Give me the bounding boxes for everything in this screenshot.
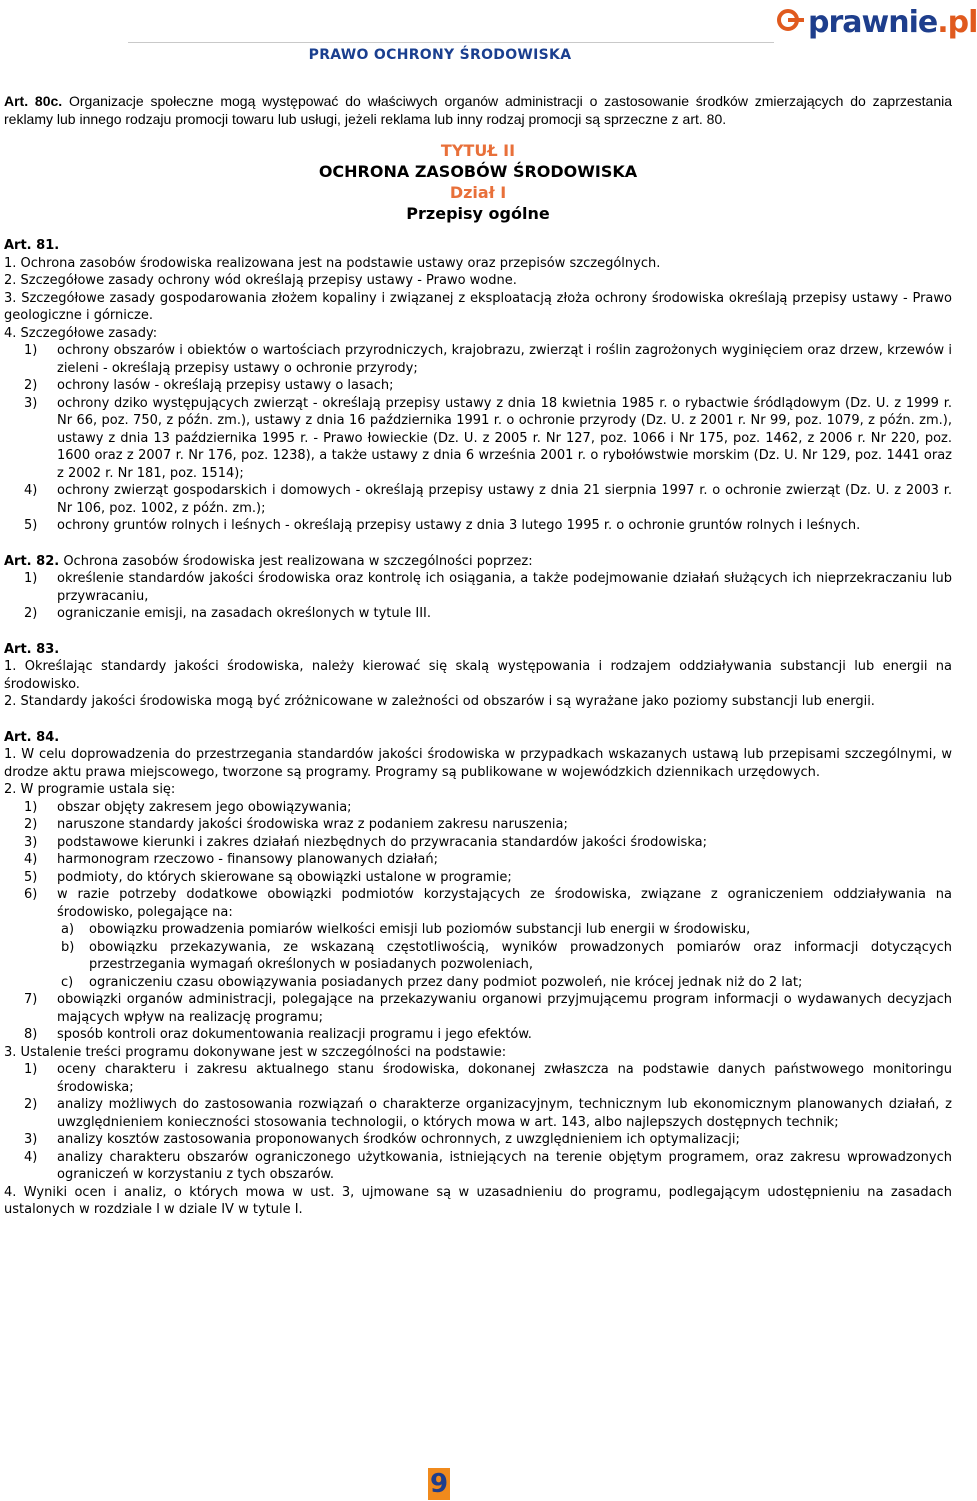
art-84-p1: 1. W celu doprowadzenia do przestrzegania standardów jakości środowiska w przypadkach wskazanych ustawą lub przepisami szczególnymi, w drodze aktu prawa miejscowego, tworzone są programy. Programy są publikowane w wojewódzkich dziennikach urzędowych. bbox=[4, 747, 952, 780]
list-item-text: naruszone standardy jakości środowiska wraz z podaniem zakresu naruszenia; bbox=[57, 817, 568, 832]
art-80c-text: Organizacje społeczne mogą występować do właściwych organów administracji o zastosowanie środków zmierzających do zaprzestania reklamy lub innego rodzaju promocji towaru lub usługi, jeżeli reklama lub inny rodzaj promocji są sprzeczne z art. 80. bbox=[4, 93, 953, 127]
header-divider bbox=[128, 42, 774, 43]
art-84-label: Art. 84. bbox=[4, 729, 60, 745]
sub-list-item-letter: b) bbox=[61, 939, 75, 955]
art-83-p2: 2. Standardy jakości środowiska mogą być zróżnicowane w zależności od obszarów i są wyrażane jako poziomy substancji lub energii. bbox=[4, 694, 875, 709]
sub-list-item-text: obowiązku przekazywania, ze wskazaną częstotliwością, wyników prowadzonych pomiarów oraz informacji dotyczących przestrzegania wymagań określonych w posiadanych pozwoleniach, bbox=[89, 939, 952, 972]
list-item-number: 4) bbox=[24, 483, 38, 498]
sub-list-item bbox=[4, 921, 952, 939]
list-item bbox=[4, 482, 952, 517]
art-84-p4: 4. Wyniki ocen i analiz, o których mowa w ust. 3, ujmowane są w uzasadnieniu do programu, podlegającym udostępnieniu na zasadach ustalonych w rozdziale I w dziale IV w tytule I. bbox=[4, 1184, 952, 1217]
list-item-number: 4) bbox=[24, 1149, 38, 1165]
sub-list-item-letter: c) bbox=[61, 974, 74, 990]
list-item-number: 5) bbox=[24, 869, 38, 885]
header-title: PRAWO OCHRONY ŚRODOWISKA bbox=[308, 47, 572, 63]
list-item-number: 8) bbox=[24, 1027, 38, 1042]
list-item bbox=[4, 1149, 952, 1184]
list-item bbox=[4, 851, 952, 869]
list-item-text: sposób kontroli oraz dokumentowania realizacji programu i jego efektów. bbox=[57, 1027, 532, 1042]
list-item-number: 2) bbox=[24, 1097, 38, 1112]
sub-list-item-text: obowiązku prowadzenia pomiarów wielkości emisji lub poziomów substancji lub energii w środowisku, bbox=[89, 922, 751, 937]
list-item bbox=[4, 395, 952, 483]
art-84-p3: 3. Ustalenie treści programu dokonywane jest w szczególności na podstawie: bbox=[4, 1044, 507, 1060]
sub-list-item-letter: a) bbox=[61, 922, 75, 937]
art-81-p3: 3. Szczegółowe zasady gospodarowania złożem kopaliny i związanej z eksploatacją złoża ochrony środowiska określają przepisy ustawy - Prawo geologiczne i górnicze. bbox=[4, 290, 952, 323]
list-item bbox=[4, 517, 952, 535]
art-80c bbox=[4, 92, 952, 128]
list-item-number: 2) bbox=[24, 606, 38, 621]
art-83-p1: 1. Określając standardy jakości środowiska, należy kierować się skalą występowania i rodzajem oddziaływania substancji lub energii na środowisko. bbox=[4, 659, 952, 692]
list-item-number: 7) bbox=[24, 992, 38, 1007]
list-item-number: 1) bbox=[24, 1062, 38, 1077]
list-item-text: podstawowe kierunki i zakres działań niezbędnych do przywracania standardów jakości środowiska; bbox=[57, 834, 707, 850]
logo-symbol-icon bbox=[776, 7, 806, 37]
list-item bbox=[4, 834, 952, 852]
document-body bbox=[4, 92, 952, 1219]
page-header bbox=[0, 0, 977, 75]
sub-list-item-text: ograniczeniu czasu obowiązywania posiadanych przez dany podmiot pozwoleń, nie krócej jednak niż do 2 lat; bbox=[89, 974, 803, 990]
dzial-subtitle: Przepisy ogólne bbox=[406, 204, 550, 223]
prawnie-logo bbox=[776, 2, 977, 42]
list-item-number: 2) bbox=[24, 378, 38, 393]
list-item-text: określenie standardów jakości środowiska oraz kontrolę ich osiągania, a także podejmowanie działań służących ich nieprzekraczaniu lub przywracaniu, bbox=[57, 571, 952, 604]
list-item-text: ograniczanie emisji, na zasadach określonych w tytule III. bbox=[57, 606, 432, 621]
list-item-text: podmioty, do których skierowane są obowiązki ustalone w programie; bbox=[57, 869, 512, 885]
logo-text bbox=[808, 5, 977, 40]
art-82-label: Art. 82. bbox=[4, 553, 60, 569]
tytul-name: OCHRONA ZASOBÓW ŚRODOWISKA bbox=[318, 162, 638, 181]
list-item-text: w razie potrzeby dodatkowe obowiązki podmiotów korzystających ze środowiska, związane z ograniczeniem oddziaływania na środowisko, polegające na: bbox=[57, 887, 952, 920]
art-81-p1: 1. Ochrona zasobów środowiska realizowana jest na podstawie ustawy oraz przepisów szczególnych. bbox=[4, 255, 661, 271]
list-item-number: 1) bbox=[24, 799, 38, 815]
list-item-text: analizy możliwych do zastosowania rozwiązań o charakterze organizacyjnym, technicznym lub ekonomicznym planowanych działań, z uwzględnieniem konieczności stosowania technologii, o których mowa w art. 143, albo najlepszych dostępnych technik; bbox=[57, 1097, 952, 1130]
dzial-heading: Dział I bbox=[449, 183, 507, 202]
list-item-number: 6) bbox=[24, 887, 38, 902]
list-item bbox=[4, 886, 952, 921]
art-81-label: Art. 81. bbox=[4, 238, 60, 253]
list-item-text: ochrony zwierząt gospodarskich i domowych - określają przepisy ustawy z dnia 21 sierpnia 1997 r. o ochronie zwierząt (Dz. U. z 2003 r. Nr 106, poz. 1002, z późn. zm.); bbox=[57, 483, 952, 516]
list-item-number: 1) bbox=[24, 571, 38, 586]
list-item-number: 4) bbox=[24, 852, 38, 867]
list-item-text: ochrony gruntów rolnych i leśnych - określają przepisy ustawy z dnia 3 lutego 1995 r. o ochronie gruntów rolnych i leśnych. bbox=[57, 518, 861, 533]
list-item-text: analizy kosztów zastosowania proponowanych środków ochronnych, z uwzględnieniem ich optymalizacji; bbox=[57, 1132, 740, 1147]
list-item-text: oceny charakteru i zakresu aktualnego stanu środowiska, dokonanej zwłaszcza na podstawie danych państwowego monitoringu środowiska; bbox=[57, 1062, 952, 1095]
list-item bbox=[4, 1026, 952, 1044]
logo-tld: .pl bbox=[937, 4, 977, 40]
list-item bbox=[4, 799, 952, 817]
list-item-number: 3) bbox=[24, 1132, 38, 1147]
art-84-p2: 2. W programie ustala się: bbox=[4, 782, 176, 797]
list-item-number: 2) bbox=[24, 817, 38, 832]
art-83-label: Art. 83. bbox=[4, 641, 60, 657]
sub-list-item bbox=[4, 974, 952, 992]
art-81-p2: 2. Szczegółowe zasady ochrony wód określają przepisy ustawy - Prawo wodne. bbox=[4, 273, 517, 288]
list-item-text: harmonogram rzeczowo - finansowy planowanych działań; bbox=[57, 852, 438, 867]
logo-brand: prawnie bbox=[808, 4, 938, 40]
page-number: 9 bbox=[429, 1469, 449, 1499]
list-item bbox=[4, 605, 952, 623]
list-item bbox=[4, 991, 952, 1026]
list-item-text: obowiązki organów administracji, polegające na przekazywaniu organowi przyjmującemu program informacji o wydawanych decyzjach mających wpływ na realizację programu; bbox=[57, 992, 952, 1025]
list-item-number: 5) bbox=[24, 518, 38, 533]
list-item bbox=[4, 342, 952, 377]
art-80c-label: Art. 80c. bbox=[4, 93, 63, 109]
sub-list-item bbox=[4, 939, 952, 974]
list-item bbox=[4, 570, 952, 605]
art-82 bbox=[4, 553, 952, 571]
art-82-text: Ochrona zasobów środowiska jest realizowana w szczególności poprzez: bbox=[63, 553, 533, 569]
list-item-text: ochrony lasów - określają przepisy ustawy o lasach; bbox=[57, 378, 394, 393]
tytul-heading: TYTUŁ II bbox=[440, 141, 516, 160]
list-item-text: ochrony dziko występujących zwierząt - określają przepisy ustawy z dnia 18 kwietnia 1985 r. o rybactwie śródlądowym (Dz. U. z 1999 r. Nr 66, poz. 750, z późn. zm.), ustawy z dnia 16 października 1991 r. o ochronie przyrody (Dz. U. z 2001 r. Nr 99, poz. 1079, z późn. zm.), ustawy z dnia 13 października 1995 r. - Prawo łowieckie (Dz. U. z 2005 r. Nr 127, poz. 1066 i Nr 175, poz. 1462, z 2006 r. Nr 220, poz. 1600 oraz z 2007 r. Nr 176, poz. 1238), a także ustawy z dnia 6 września 2001 r. o rybołówstwie morskim (Dz. U. Nr 129, poz. 1441 oraz z 2002 r. Nr 181, poz. 1514); bbox=[57, 395, 952, 481]
art-81-p4: 4. Szczegółowe zasady: bbox=[4, 325, 158, 341]
list-item bbox=[4, 816, 952, 834]
list-item-text: analizy charakteru obszarów ograniczonego użytkowania, istniejących na terenie objętym programem, oraz zakresu wprowadzonych ograniczeń w korzystaniu z tych obszarów. bbox=[57, 1149, 952, 1182]
list-item bbox=[4, 1131, 952, 1149]
list-item bbox=[4, 377, 952, 395]
list-item-text: ochrony obszarów i obiektów o wartościach przyrodniczych, krajobrazu, zwierząt i roślin zagrożonych wyginięciem oraz drzew, krzewów i zieleni - określają przepisy ustawy o ochronie przyrody; bbox=[57, 343, 952, 376]
list-item-number: 1) bbox=[24, 343, 38, 358]
list-item-number: 3) bbox=[24, 395, 38, 411]
list-item-number: 3) bbox=[24, 834, 38, 850]
list-item bbox=[4, 1061, 952, 1096]
list-item-text: obszar objęty zakresem jego obowiązywania; bbox=[57, 799, 352, 815]
list-item bbox=[4, 869, 952, 887]
list-item bbox=[4, 1096, 952, 1131]
